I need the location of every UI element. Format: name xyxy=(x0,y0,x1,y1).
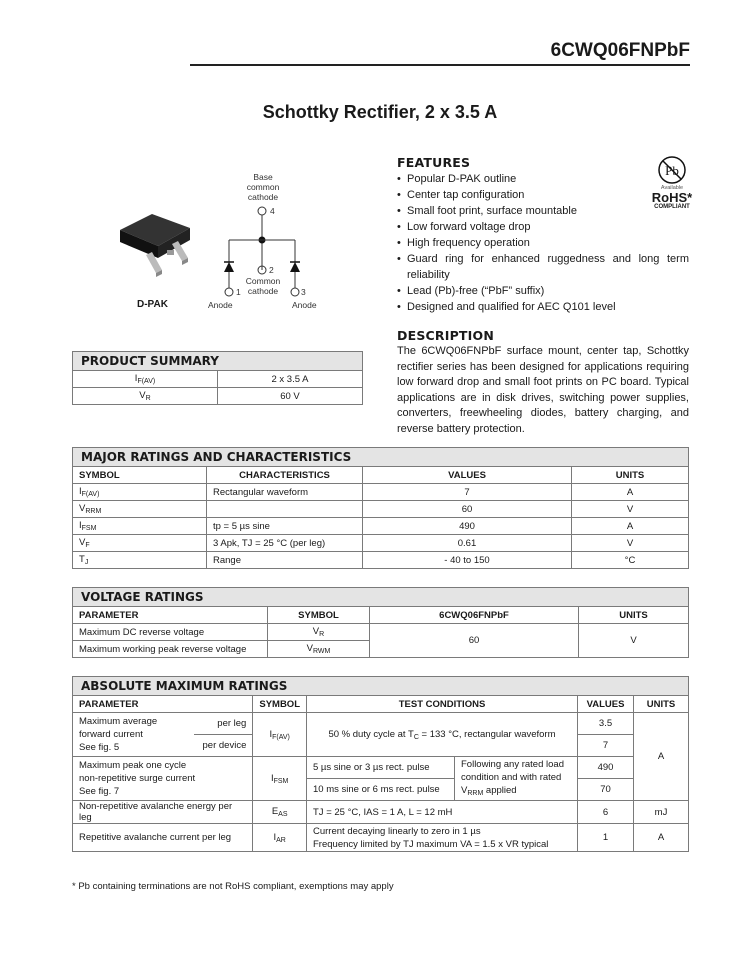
col-header-units: UNITS xyxy=(579,607,689,624)
value-cell: 6 xyxy=(578,801,634,824)
product-summary-title: PRODUCT SUMMARY xyxy=(73,352,363,371)
unit-cell: V xyxy=(572,535,689,552)
symbol-cell: $V_R$ xyxy=(268,624,370,641)
footnote: * Pb containing terminations are not RoHS compliant, exemptions may apply xyxy=(72,881,394,892)
test-condition-note: Following any rated load condition and with rated $V_{RRM}$ applied xyxy=(455,757,578,801)
characteristics-cell: 3 Apk, TJ = 25 °C (per leg) xyxy=(207,535,363,552)
pin3-number: 3 xyxy=(301,287,306,297)
table-row xyxy=(73,624,689,641)
pinout-schematic xyxy=(200,172,325,312)
symbol-cell: $V_{RRM}$ xyxy=(73,501,207,518)
characteristics-cell: tp = 5 µs sine xyxy=(207,518,363,535)
test-condition-cell: TJ = 25 °C, IAS = 1 A, L = 12 mH xyxy=(307,801,578,824)
symbol-cell: $I_{F(AV)}$ xyxy=(253,713,307,757)
col-header-test-conditions: TEST CONDITIONS xyxy=(307,696,578,713)
col-header-parameter: PARAMETER xyxy=(73,607,268,624)
table-row xyxy=(73,552,689,569)
test-condition-cell: 50 % duty cycle at $T_C = 133$ °C, rectangular waveform xyxy=(307,713,578,757)
unit-cell: A xyxy=(634,824,689,852)
table-row xyxy=(73,501,689,518)
table-row xyxy=(73,484,689,501)
col-header-units: UNITS xyxy=(572,467,689,484)
table-row xyxy=(73,713,689,735)
test-condition-cell: 10 ms sine or 6 ms rect. pulse xyxy=(307,779,455,801)
pin4-label-line1: Base xyxy=(253,172,273,182)
table-row xyxy=(73,757,689,779)
col-header-characteristics: CHARACTERISTICS xyxy=(207,467,363,484)
unit-cell: V xyxy=(579,624,689,658)
description-text: The 6CWQ06FNPbF surface mount, center tap, Schottky rectifier series has been designed for applications requiring low forward drop and small foot prints on PC board. Typical applications are in disk drives, switching power supplies, converters, freewheeling diodes, battery charging, and reverse battery protection. xyxy=(397,345,689,435)
col-header-part-number: 6CWQ06FNPbF xyxy=(370,607,579,624)
pin1-anode-label: Anode xyxy=(208,300,233,310)
parameter-cell: Maximum peak one cycle non-repetitive surge current See fig. 7 xyxy=(73,757,253,801)
characteristics-cell: Rectangular waveform xyxy=(207,484,363,501)
parameter-cell: Maximum average forward current See fig. 5 xyxy=(73,713,195,757)
unit-cell: °C xyxy=(572,552,689,569)
symbol-cell: $V_{RWM}$ xyxy=(268,641,370,658)
abs-max-title: ABSOLUTE MAXIMUM RATINGS xyxy=(73,677,689,696)
characteristics-cell: Range xyxy=(207,552,363,569)
col-header-units: UNITS xyxy=(634,696,689,713)
feature-item: • High frequency operation xyxy=(397,235,689,251)
value-cell: 1 xyxy=(578,824,634,852)
unit-cell: mJ xyxy=(634,801,689,824)
col-header-values: VALUES xyxy=(363,467,572,484)
per-leg-label: per leg xyxy=(194,713,253,735)
rohs-compliant-label: COMPLIANT xyxy=(654,204,690,210)
product-summary-table xyxy=(72,351,363,405)
pin4-number: 4 xyxy=(270,206,275,216)
voltage-ratings-title: VOLTAGE RATINGS xyxy=(73,588,689,607)
symbol-cell: $I_{FSM}$ xyxy=(253,757,307,801)
value-cell: 0.61 xyxy=(363,535,572,552)
unit-cell: V xyxy=(572,501,689,518)
pin1-number: 1 xyxy=(236,287,241,297)
feature-item: • Popular D-PAK outline xyxy=(397,171,637,187)
major-ratings-title: MAJOR RATINGS AND CHARACTERISTICS xyxy=(73,448,689,467)
parameter-cell: Repetitive avalanche current per leg xyxy=(73,824,253,852)
col-header-parameter: PARAMETER xyxy=(73,696,253,713)
table-row xyxy=(73,824,689,852)
symbol-cell: $I_{AR}$ xyxy=(253,824,307,852)
document-title: Schottky Rectifier, 2 x 3.5 A xyxy=(262,102,498,122)
pin4-label-line2: common xyxy=(246,182,280,192)
value-cell: 60 xyxy=(370,624,579,658)
unit-cell: A xyxy=(572,484,689,501)
description-heading: DESCRIPTION xyxy=(397,328,494,343)
characteristics-cell xyxy=(207,501,363,518)
rohs-badge xyxy=(640,154,704,210)
col-header-symbol: SYMBOL xyxy=(268,607,370,624)
table-row xyxy=(73,801,689,824)
value-cell: 3.5 xyxy=(578,713,634,735)
dpak-package-image xyxy=(112,200,202,280)
value-cell: 7 xyxy=(578,735,634,757)
value-cell: - 40 to 150 xyxy=(363,552,572,569)
absolute-maximum-ratings-table xyxy=(72,676,689,852)
pb-available-label: Available xyxy=(660,185,684,191)
pb-free-icon xyxy=(656,154,688,186)
test-condition-cell: 5 µs sine or 3 µs rect. pulse xyxy=(307,757,455,779)
features-heading: FEATURES xyxy=(397,155,471,170)
feature-item: • Center tap configuration xyxy=(397,187,637,203)
voltage-ratings-table xyxy=(72,587,689,658)
feature-item: • Guard ring for enhanced ruggedness and long term reliability xyxy=(397,251,689,283)
pin4-label-line3: cathode xyxy=(247,192,279,202)
symbol-cell: $V_F$ xyxy=(73,535,207,552)
table-row xyxy=(73,371,363,388)
symbol-cell: $V_R$ xyxy=(73,388,218,405)
rohs-label: RoHS* xyxy=(651,190,693,205)
feature-item: • Designed and qualified for AEC Q101 level xyxy=(397,299,689,315)
symbol-cell: $E_{AS}$ xyxy=(253,801,307,824)
major-ratings-table xyxy=(72,447,689,569)
test-condition-cell: Current decaying linearly to zero in 1 µs Frequency limited by TJ maximum VA = 1.5 x VR typical xyxy=(307,824,578,852)
value-cell: 490 xyxy=(363,518,572,535)
svg-text:Pb: Pb xyxy=(665,163,679,178)
value-cell: 70 xyxy=(578,779,634,801)
unit-cell: A xyxy=(572,518,689,535)
pin2-label-line2: cathode xyxy=(247,286,279,296)
value-cell: 2 x 3.5 A xyxy=(218,371,363,388)
table-row xyxy=(73,388,363,405)
pin2-number: 2 xyxy=(269,265,274,275)
value-cell: 490 xyxy=(578,757,634,779)
symbol-cell: $I_{F(AV)}$ xyxy=(73,484,207,501)
unit-cell: A xyxy=(634,713,689,801)
feature-item: • Low forward voltage drop xyxy=(397,219,689,235)
table-row xyxy=(73,535,689,552)
package-label: D-PAK xyxy=(137,299,168,310)
value-cell: 60 V xyxy=(218,388,363,405)
col-header-symbol: SYMBOL xyxy=(253,696,307,713)
symbol-cell: $I_{F(AV)}$ xyxy=(73,371,218,388)
pin3-anode-label: Anode xyxy=(292,300,317,310)
symbol-cell: $T_J$ xyxy=(73,552,207,569)
part-number-header: 6CWQ06FNPbF xyxy=(190,38,690,66)
col-header-values: VALUES xyxy=(578,696,634,713)
table-row xyxy=(73,518,689,535)
parameter-cell: Maximum DC reverse voltage xyxy=(73,624,268,641)
col-header-symbol: SYMBOL xyxy=(73,467,207,484)
value-cell: 7 xyxy=(363,484,572,501)
parameter-cell: Non-repetitive avalanche energy per leg xyxy=(73,801,253,824)
per-device-label: per device xyxy=(194,735,253,757)
pin2-label-line1: Common xyxy=(245,276,281,286)
feature-item: • Small foot print, surface mountable xyxy=(397,203,637,219)
value-cell: 60 xyxy=(363,501,572,518)
parameter-cell: Maximum working peak reverse voltage xyxy=(73,641,268,658)
feature-item: • Lead (Pb)-free (“PbF” suffix) xyxy=(397,283,689,299)
symbol-cell: $I_{FSM}$ xyxy=(73,518,207,535)
